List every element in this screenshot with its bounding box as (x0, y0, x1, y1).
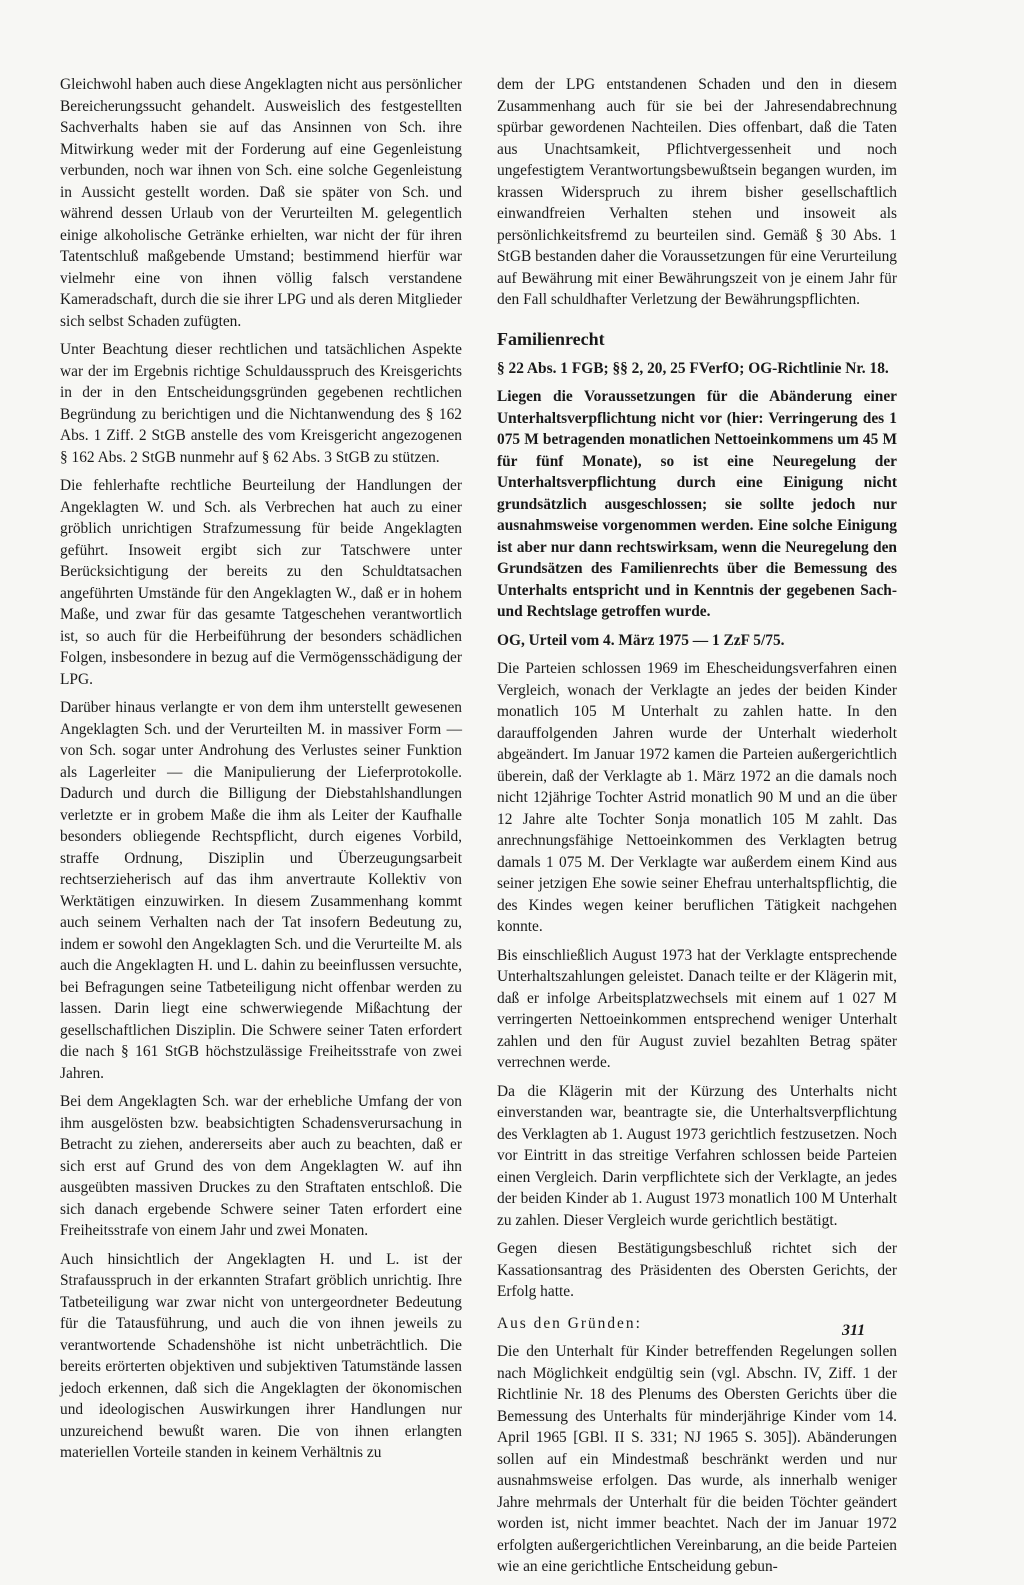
paragraph: Auch hinsichtlich der Angeklagten H. und L. ist der Strafausspruch in der erkannten Strafart gröblich unrichtig. Ihre Tatbeteiligung war zwar nicht von untergeordneter Bedeutung für die Tatausführung, und auch die von ihnen jeweils zu verantwortende Schadenshöhe ist nicht unbeträchtlich. Die bereits erörterten objektiven und subjektiven Tatumstände lassen jedoch erkennen, daß sich die Angeklagten der ökonomischen und ideologischen Auswirkungen ihrer Handlungen nur unzureichend bewußt waren. Die von ihnen erlangten materiellen Vorteile standen in keinem Verhältnis zu (60, 1250, 462, 1461)
section-heading: Familienrecht (497, 328, 605, 349)
paragraph: Darüber hinaus verlangte er von dem ihm unterstellt gewesenen Angeklagten Sch. und der Verurteilten M. in massiver Form — von Sch. sogar unter Androhung des Verlustes seiner Funktion als Lagerleiter — die Manipulierung der Lieferprotokolle. Dadurch und durch die Billigung der Diebstahlshandlungen verletzte er in grobem Maße die ihm als Leiter der Kaufhalle besonders obliegende Rechtspflicht, durch eigenes Vorbild, straffe Ordnung, Disziplin und Überzeugungsarbeit rechtserzieherisch auf das ihm anvertraute Kollektiv von Werktätigen einzuwirken. In diesem Zusammenhang kommt auch seinem Verhalten nach der Tat insofern Bedeutung zu, indem er sowohl den Angeklagten Sch. und die Verurteilte M. als auch die Angeklagten H. und L. dahin zu beeinflussen versuchte, bei Befragungen seine Tatbeteiligung nicht offenbar werden zu lassen. Darin liegt eine schwerwiegende Mißachtung der gesellschaftlichen Disziplin. Die Schwere seiner Taten erfordert die nach § 161 StGB höchstzulässige Freiheitsstrafe von zwei Jahren. (60, 699, 462, 1082)
headnote: Liegen die Voraussetzungen für die Abänderung einer Unterhaltsverpflichtung nicht vor (hier: Verringerung des 1 075 M betragenden monatlichen Nettoeinkommens um 45 M für fünf Monate), so ist eine Neuregelung der Unterhaltsverpflichtung durch eine Einigung nicht grundsätzlich ausgeschlossen; sie sollte jedoch nur ausnahmsweise vorgenommen werden. Eine solche Einigung ist aber nur dann rechtswirksam, wenn die Neuregelung den Grundsätzen des Familienrechts über die Bemessung des Unterhalts entspricht und in Kenntnis der gegebenen Sach- und Rechtslage getroffen wurde. (497, 388, 897, 620)
legal-citation: § 22 Abs. 1 FGB; §§ 2, 20, 25 FVerfO; OG-Richtlinie Nr. 18. (497, 359, 889, 377)
left-column (60, 74, 462, 1471)
paragraph: Gleichwohl haben auch diese Angeklagten nicht aus persönlicher Bereicherungssucht gehandelt. Ausweislich des festgestellten Sachverhalts haben sie auf das Ansinnen von Sch. ihre Mitwirkung weder mit der Forderung auf eine Gegenleistung verbunden, noch war ihnen von Sch. eine solche Gegenleistung in Aussicht gestellt worden. Daß sie später von Sch. und während dessen Urlaub von der Verurteilten M. gelegentlich einige alkoholische Getränke erhielten, war nicht der für ihren Tatentschluß maßgebende Umstand; bestimmend hierfür war vielmehr eine von ihnen völlig falsch verstandene Kameradschaft, durch die sie ihrer LPG und als deren Mitglieder sich selbst Schaden zufügten. (60, 76, 462, 330)
paragraph: dem der LPG entstandenen Schaden und den in diesem Zusammenhang auch für sie bei der Jahresendabrechnung spürbar gewordenen Nachteilen. Dies offenbart, daß die Taten aus Unachtsamkeit, Pflichtvergessenheit und noch ungefestigtem Verantwortungsbewußtsein begangen wurden, im krassen Widerspruch zu ihrem bisher gesellschaftlich einwandfreien Verhalten stehen und insoweit als persönlichkeitsfremd zu beurteilen sind. Gemäß § 30 Abs. 1 StGB bestanden daher die Voraussetzungen für eine Verurteilung auf Bewährung mit einer Bewährungszeit von je einem Jahr für den Fall schuldhafter Verletzung der Bewährungspflichten. (497, 76, 897, 308)
paragraph: Bis einschließlich August 1973 hat der Verklagte entsprechende Unterhaltszahlungen geleistet. Danach teilte er der Klägerin mit, daß er infolge Arbeitsplatzwechsels mit einem auf 1 027 M verringerten Nettoeinkommen entsprechend weniger Unterhalt zahlen und den für August zuviel bezahlten Betrag später verrechnen werde. (497, 946, 897, 1071)
paragraph: Die den Unterhalt für Kinder betreffenden Regelungen sollen nach Möglichkeit endgültig sein (vgl. Abschn. IV, Ziff. 1 der Richtlinie Nr. 18 des Plenums des Obersten Gerichts über die Bemessung des Unterhalts für minderjährige Kinder vom 14. April 1965 [GBl. II S. 331; NJ 1965 S. 305]). Abänderungen sollen auf ein Mindestmaß beschränkt werden und nur ausnahmsweise erfolgen. Das wurde, als innerhalb weniger Jahre mehrmals der Unterhalt für die beiden Töchter geändert worden ist, nicht immer beachtet. Nach der im Januar 1972 erfolgten außergerichtlichen Vereinbarung, an die beide Parteien wie an eine gerichtliche Entscheidung gebun- (497, 1343, 897, 1575)
paragraph: Bei dem Angeklagten Sch. war der erhebliche Umfang der von ihm ausgelösten bzw. beabsichtigten Schadensverursachung in Betracht zu ziehen, andererseits aber auch zu beachten, daß er sich erst auf Grund des von dem Angeklagten W. auf ihn ausgeübten massiven Druckes zu den Straftaten entschloß. Die sich danach ergebende Schwere seiner Taten erfordert eine Freiheitsstrafe von einem Jahr und zwei Monaten. (60, 1093, 462, 1239)
subheading-reasons: Aus den Gründen: (497, 1314, 642, 1332)
paragraph: Die Parteien schlossen 1969 im Ehescheidungsverfahren einen Vergleich, wonach der Verklagte an jedes der beiden Kinder monatlich 105 M Unterhalt zu zahlen hatte. In den darauffolgenden Jahren wurde der Unterhalt wiederholt abgeändert. Im Januar 1972 kamen die Parteien außergerichtlich überein, daß der Verklagte ab 1. März 1972 an die damals noch nicht 12jährige Tochter Astrid monatlich 90 M und an die über 12 Jahre alte Tochter Sonja monatlich 105 M zahlt. Das anrechnungsfähige Nettoeinkommen des Verklagten betrug damals 1 075 M. Der Verklagte war außerdem einem Kind aus seiner jetzigen Ehe sowie seiner Ehefrau unterhaltspflichtig, die des Kindes wegen keiner beruflichen Tätigkeit nachgehen konnte. (497, 660, 897, 935)
right-column (497, 74, 897, 1585)
page-number: 311 (842, 1322, 866, 1339)
paragraph: Da die Klägerin mit der Kürzung des Unterhalts nicht einverstanden war, beantragte sie, die Unterhaltsverpflichtung des Verklagten ab 1. August 1973 gerichtlich festzusetzen. Noch vor Eintritt in das streitige Verfahren schlossen beide Parteien einen Vergleich. Darin verpflichtete sich der Verklagte, an jedes der beiden Kinder ab 1. August 1973 monatlich 100 M Unterhalt zu zahlen. Dieser Vergleich wurde gerichtlich bestätigt. (497, 1082, 897, 1229)
paragraph: Die fehlerhafte rechtliche Beurteilung der Handlungen der Angeklagten W. und Sch. als Verbrechen hat auch zu einer gröblich unrichtigen Strafzumessung für beide Angeklagten geführt. Insoweit ergibt sich zur Tatschwere unter Berücksichtigung der bereits zu den Schuldtatsachen angeführten Umstände für den Angeklagten W., daß er in hohem Maße, und zwar für das gesamte Tatgeschehen verantwortlich ist, so auch für die Herbeiführung der besonders schädlichen Folgen, insbesondere in bezug auf die Vermögensschädigung der LPG. (60, 477, 462, 688)
paragraph: Unter Beachtung dieser rechtlichen und tatsächlichen Aspekte war der im Ergebnis richtige Schuldausspruch des Kreisgerichts in der in den Entscheidungsgründen gegebenen rechtlichen Begründung zu berichtigen und die Nichtanwendung des § 162 Abs. 1 Ziff. 2 StGB anstelle des vom Kreisgericht angezogenen § 162 Abs. 2 StGB nunmehr auf § 62 Abs. 3 StGB zu stützen. (60, 341, 462, 466)
decision-reference: OG, Urteil vom 4. März 1975 — 1 ZzF 5/75. (497, 631, 785, 649)
paragraph: Gegen diesen Bestätigungsbeschluß richtet sich der Kassationsantrag des Präsidenten des Obersten Gerichts, der Erfolg hatte. (497, 1240, 897, 1300)
